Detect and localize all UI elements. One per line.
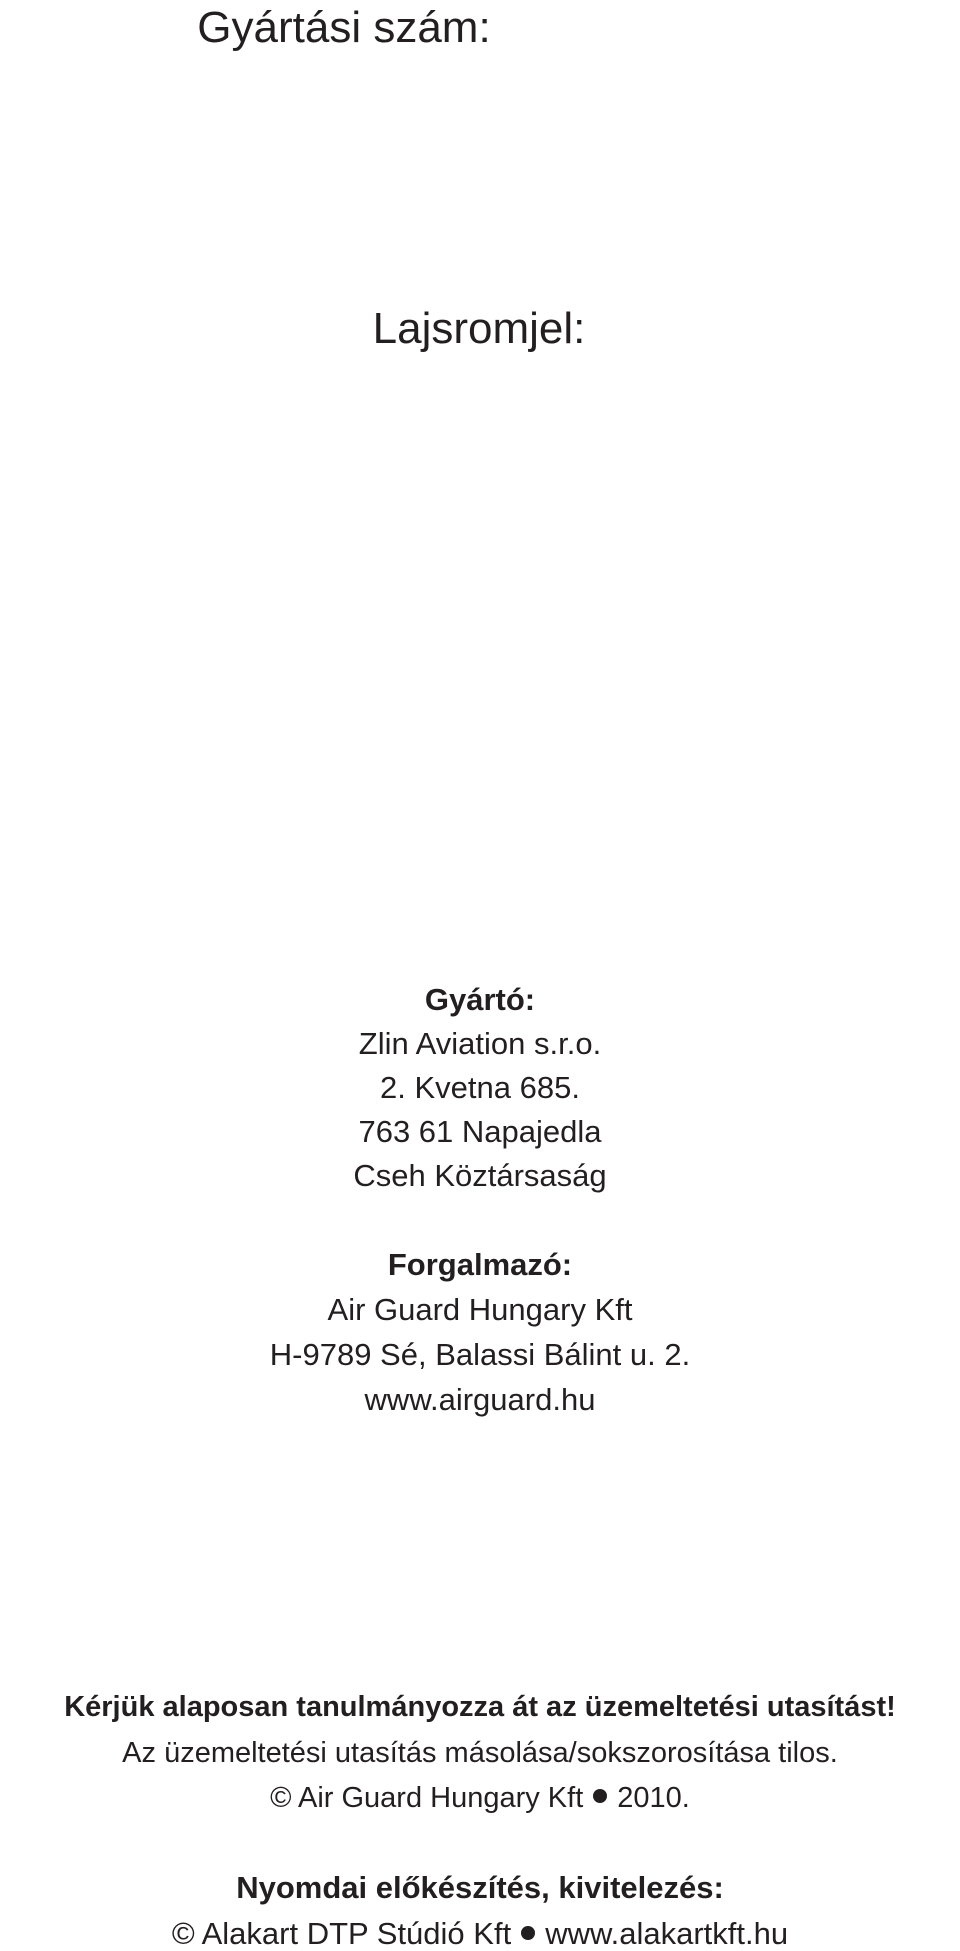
- bullet-icon: [593, 1789, 607, 1803]
- bullet-icon: [521, 1926, 535, 1940]
- copyright-year: 2010.: [617, 1782, 690, 1814]
- manufacturer-heading: Gyártó:: [424, 982, 536, 1017]
- notice-warning: Kérjük alaposan tanulmányozza át az üzemeltetési utasítást!: [64, 1691, 896, 1723]
- manufacturer-city: 763 61 Napajedla: [358, 1114, 602, 1149]
- notice-copy-restriction: Az üzemeltetési utasítás másolása/sokszorosítása tilos.: [122, 1737, 838, 1769]
- distributor-website-link[interactable]: www.airguard.hu: [364, 1382, 596, 1417]
- manufacturer-country: Cseh Köztársaság: [353, 1158, 607, 1193]
- distributor-name: Air Guard Hungary Kft: [327, 1292, 633, 1327]
- manufacturer-street: 2. Kvetna 685.: [380, 1070, 580, 1105]
- seal-mark-label: Lajsromjel:: [372, 304, 586, 353]
- distributor-heading: Forgalmazó:: [387, 1247, 573, 1282]
- print-credit-line: [0, 1918, 960, 1949]
- copyright-holder: © Air Guard Hungary Kft: [270, 1782, 584, 1814]
- serial-number-label: Gyártási szám:: [197, 3, 491, 52]
- manufacturer-name: Zlin Aviation s.r.o.: [358, 1026, 602, 1061]
- print-studio-website-link[interactable]: www.alakartkft.hu: [545, 1916, 789, 1951]
- print-credit-heading: Nyomdai előkészítés, kivitelezés:: [236, 1870, 724, 1905]
- distributor-address: H-9789 Sé, Balassi Bálint u. 2.: [269, 1337, 691, 1372]
- print-studio: © Alakart DTP Stúdió Kft: [171, 1916, 512, 1951]
- notice-copyright: [0, 1784, 960, 1813]
